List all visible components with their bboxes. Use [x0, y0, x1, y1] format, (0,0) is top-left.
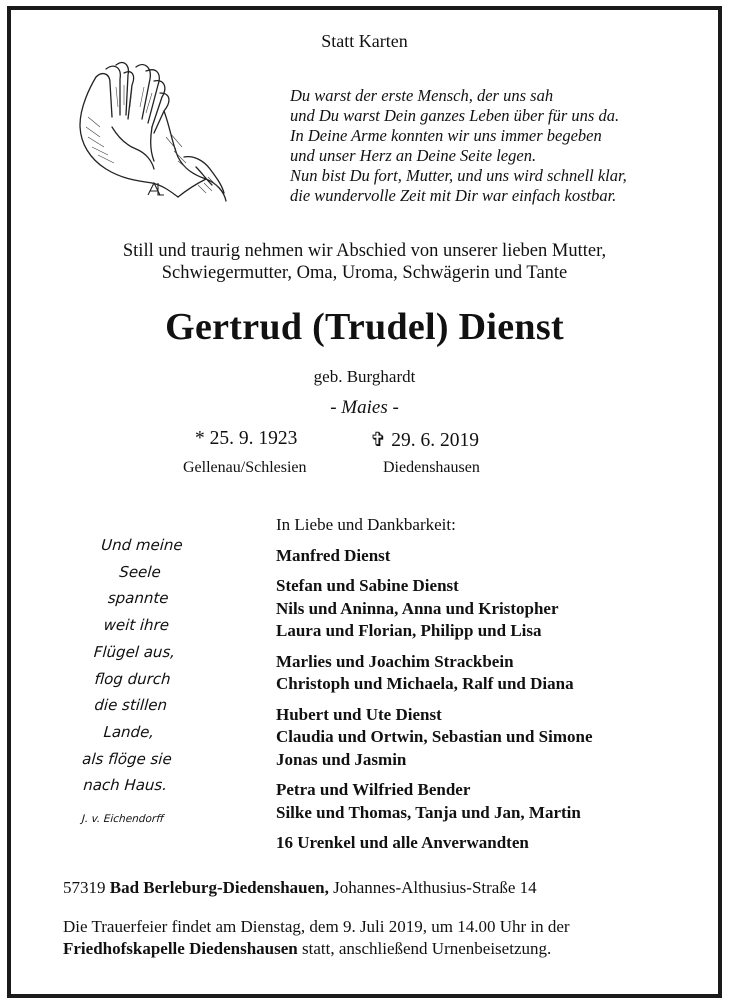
mourner-group — [276, 704, 593, 772]
mourner-line: Christoph und Michaela, Ralf und Diana — [276, 674, 574, 693]
quote-line: Seele — [118, 562, 162, 581]
mourner-line: Nils und Aninna, Anna und Kristopher — [276, 598, 559, 618]
mourner-group — [276, 545, 593, 568]
deceased-name: Gertrud (Trudel) Dienst — [165, 306, 564, 348]
birth-date: * 25. 9. 1923 — [195, 428, 298, 449]
funeral-line-rest: statt, anschließend Urnenbeisetzung. — [297, 939, 552, 958]
mourner-group — [276, 651, 593, 696]
quote-line: die stillen — [93, 696, 168, 715]
funeral-line — [63, 938, 570, 960]
mourner-line: Stefan und Sabine Dienst — [276, 576, 459, 595]
eichendorff-quote — [70, 532, 196, 829]
intro-line: Schwiegermutter, Oma, Uroma, Schwägerin und Tante — [161, 263, 568, 283]
funeral-notice — [63, 916, 570, 960]
mourner-line: Silke und Thomas, Tanja und Jan, Martin — [276, 802, 581, 822]
address-zip: 57319 — [63, 878, 106, 897]
mourner-line: Manfred Dienst — [276, 545, 391, 565]
death-date-block — [370, 428, 479, 452]
mourner-line: 16 Urenkel und alle Anverwandten — [276, 833, 529, 852]
poem-line: und Du warst Dein ganzes Leben über für uns da. — [290, 106, 620, 125]
mourner-group — [276, 832, 593, 855]
intro-text — [0, 240, 729, 284]
address-city: Bad Berleburg-Diedenshauen, — [109, 878, 329, 897]
quote-line: spannte — [107, 589, 170, 608]
funeral-location: Friedhofskapelle Diedenshausen — [63, 939, 298, 958]
mourner-line: Laura und Florian, Philipp und Lisa — [276, 621, 542, 640]
quote-line: Lande, — [102, 722, 155, 741]
mourner-group — [276, 779, 593, 824]
address — [63, 878, 537, 898]
header-title: Statt Karten — [321, 31, 408, 51]
mourners-intro: In Liebe und Dankbarkeit: — [276, 515, 456, 534]
death-place: Diedenshausen — [383, 459, 480, 476]
poem-line: In Deine Arme konnten wir uns immer begeben — [290, 126, 602, 145]
mourner-line: Petra und Wilfried Bender — [276, 780, 471, 799]
mourner-line: Marlies und Joachim Strackbein — [276, 651, 514, 671]
birth-name: geb. Burghardt — [313, 367, 416, 386]
death-date: 29. 6. 2019 — [391, 430, 479, 451]
birth-place: Gellenau/Schlesien — [183, 459, 307, 476]
mourner-line: Claudia und Ortwin, Sebastian und Simone — [276, 727, 593, 746]
quote-line: nach Haus. — [82, 776, 168, 795]
mourner-line: Jonas und Jasmin — [276, 749, 407, 769]
quote-line: Flügel aus, — [93, 642, 176, 661]
intro-line: Still und traurig nehmen wir Abschied von unserer lieben Mutter, — [122, 241, 607, 261]
mourners-list — [276, 514, 593, 863]
funeral-line: Die Trauerfeier findet am Dienstag, dem 9. Juli 2019, um 14.00 Uhr in der — [63, 917, 570, 936]
praying-hands-icon — [66, 57, 236, 205]
quote-line: als flöge sie — [81, 749, 173, 768]
quote-author: J. v. Eichendorff — [81, 813, 165, 826]
poem — [290, 86, 627, 206]
quote-line: Und meine — [100, 536, 184, 554]
mourner-group — [276, 575, 593, 643]
poem-line: die wundervolle Zeit mit Dir war einfach kostbar. — [290, 186, 617, 205]
poem-line: Du warst der erste Mensch, der uns sah — [290, 86, 554, 105]
mourner-line: Hubert und Ute Dienst — [276, 704, 442, 724]
poem-line: und unser Herz an Deine Seite legen. — [290, 146, 537, 165]
cross-icon: ✞ — [370, 430, 387, 451]
quote-line: flog durch — [93, 669, 172, 688]
poem-line: Nun bist Du fort, Mutter, und uns wird schnell klar, — [290, 166, 627, 185]
address-street: Johannes-Althusius-Straße 14 — [333, 878, 537, 897]
quote-line: weit ihre — [103, 616, 170, 635]
nickname: - Maies - — [330, 397, 399, 418]
